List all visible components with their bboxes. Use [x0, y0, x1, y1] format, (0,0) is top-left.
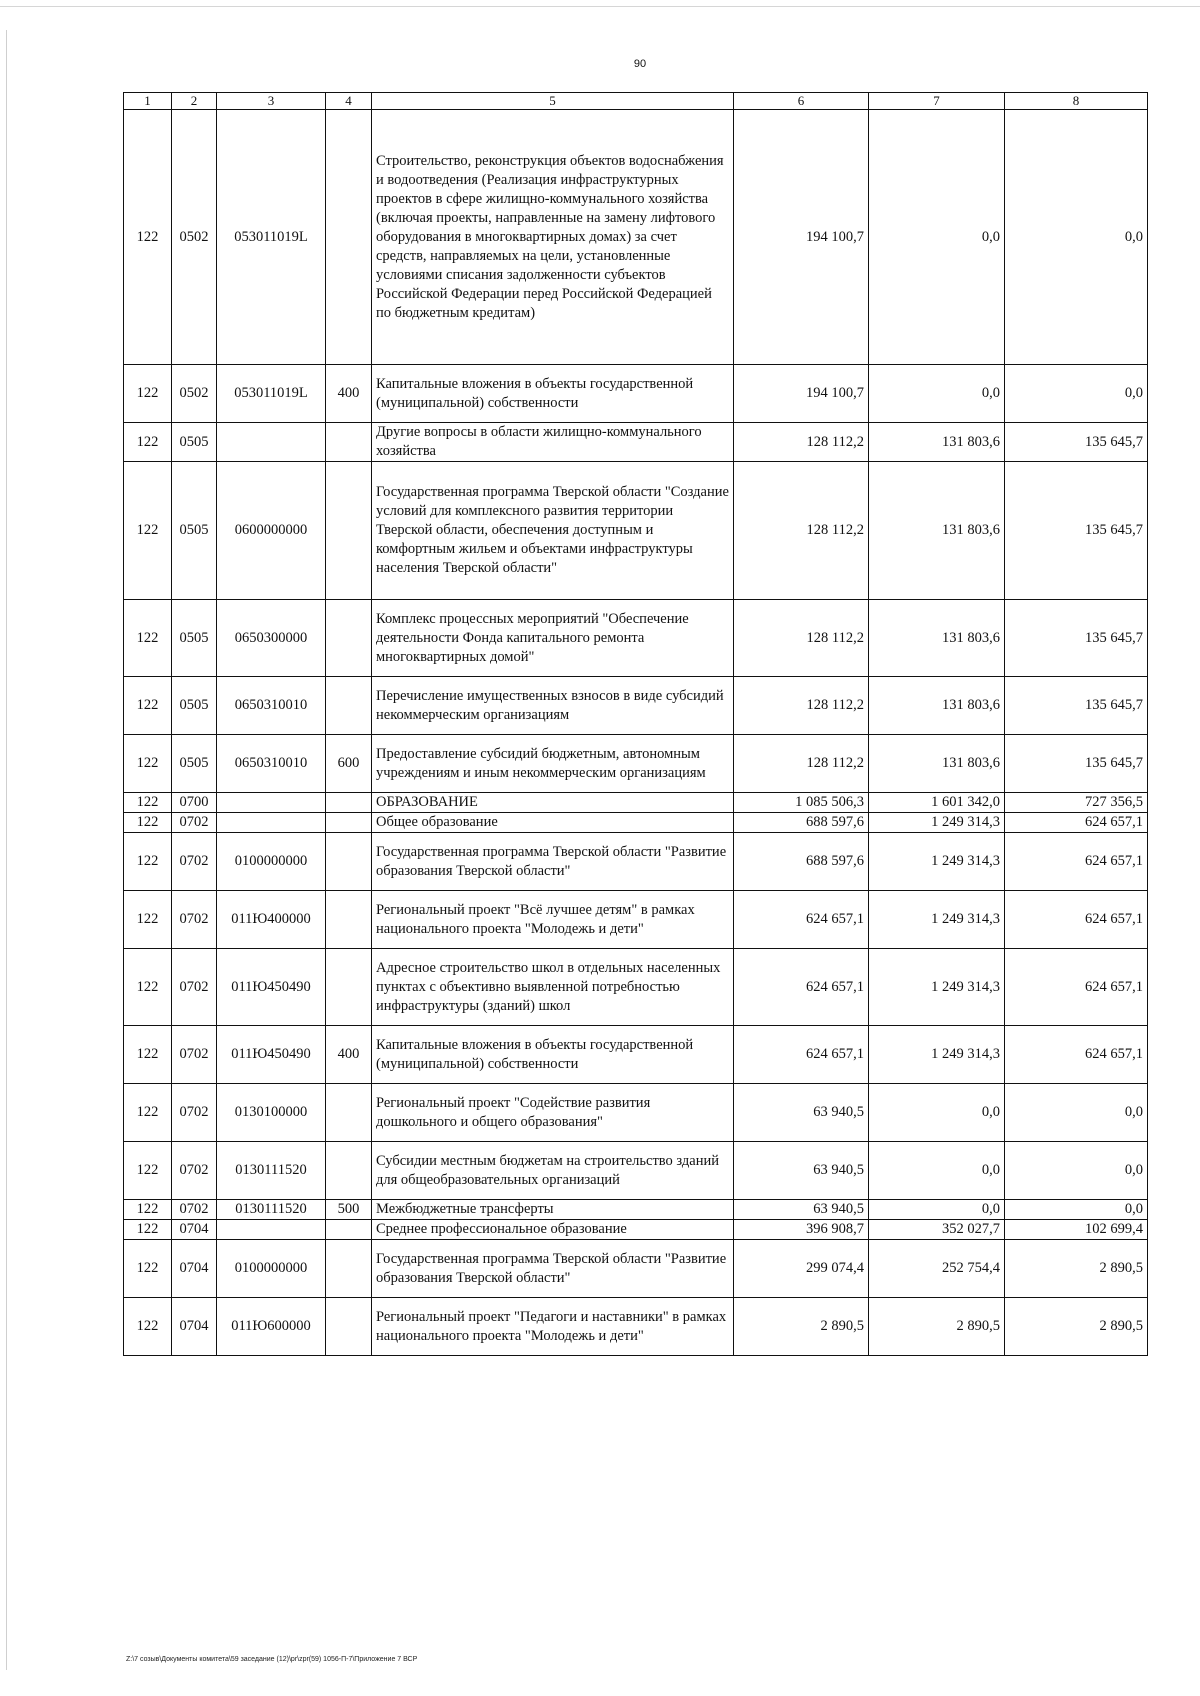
cell-c7: 1 601 342,0	[869, 793, 1005, 813]
cell-c1: 122	[124, 1298, 172, 1356]
cell-c5: Капитальные вложения в объекты государственной (муниципальной) собственности	[372, 365, 734, 423]
cell-c2: 0702	[172, 833, 217, 891]
cell-c1: 122	[124, 600, 172, 677]
column-header: 5	[372, 93, 734, 110]
cell-c7: 131 803,6	[869, 462, 1005, 600]
cell-c8: 624 657,1	[1005, 949, 1148, 1026]
cell-c7: 0,0	[869, 110, 1005, 365]
cell-c1: 122	[124, 813, 172, 833]
cell-c3	[217, 423, 326, 462]
cell-c6: 128 112,2	[734, 423, 869, 462]
file-path-footer: Z:\7 созыв\Документы комитета\59 заседание (12)\pr\zpr(59) 1056-П-7\Приложение 7 ВСР	[126, 1656, 418, 1663]
cell-c1: 122	[124, 1220, 172, 1240]
cell-c2: 0502	[172, 110, 217, 365]
cell-c4	[326, 833, 372, 891]
cell-c3: 053011019L	[217, 110, 326, 365]
cell-c7: 252 754,4	[869, 1240, 1005, 1298]
cell-c3: 0130100000	[217, 1084, 326, 1142]
cell-c3: 0130111520	[217, 1142, 326, 1200]
cell-c5: Региональный проект "Педагоги и наставники" в рамках национального проекта "Молодежь и дети"	[372, 1298, 734, 1356]
column-header: 6	[734, 93, 869, 110]
cell-c1: 122	[124, 1240, 172, 1298]
cell-c1: 122	[124, 735, 172, 793]
cell-c3: 011Ю400000	[217, 891, 326, 949]
cell-c5: Межбюджетные трансферты	[372, 1200, 734, 1220]
cell-c3	[217, 1220, 326, 1240]
cell-c8: 624 657,1	[1005, 833, 1148, 891]
cell-c3	[217, 793, 326, 813]
cell-c7: 1 249 314,3	[869, 1026, 1005, 1084]
cell-c8: 135 645,7	[1005, 600, 1148, 677]
cell-c2: 0702	[172, 1084, 217, 1142]
cell-c3: 0130111520	[217, 1200, 326, 1220]
cell-c8: 135 645,7	[1005, 677, 1148, 735]
table-row	[124, 1142, 1148, 1200]
cell-c1: 122	[124, 891, 172, 949]
cell-c7: 2 890,5	[869, 1298, 1005, 1356]
column-header: 7	[869, 93, 1005, 110]
cell-c6: 128 112,2	[734, 735, 869, 793]
table-row	[124, 793, 1148, 813]
cell-c4	[326, 600, 372, 677]
cell-c2: 0700	[172, 793, 217, 813]
cell-c2: 0505	[172, 423, 217, 462]
cell-c4	[326, 462, 372, 600]
cell-c1: 122	[124, 793, 172, 813]
table-row	[124, 891, 1148, 949]
cell-c5: ОБРАЗОВАНИЕ	[372, 793, 734, 813]
table-row	[124, 813, 1148, 833]
cell-c6: 624 657,1	[734, 1026, 869, 1084]
cell-c5: Адресное строительство школ в отдельных населенных пунктах с объективно выявленной потребностью инфраструктуры (зданий) школ	[372, 949, 734, 1026]
table-row	[124, 1220, 1148, 1240]
cell-c3: 011Ю450490	[217, 949, 326, 1026]
table-row	[124, 600, 1148, 677]
cell-c1: 122	[124, 1200, 172, 1220]
cell-c7: 1 249 314,3	[869, 813, 1005, 833]
cell-c4	[326, 949, 372, 1026]
table-row	[124, 949, 1148, 1026]
cell-c2: 0702	[172, 1200, 217, 1220]
table-row	[124, 1084, 1148, 1142]
cell-c8: 135 645,7	[1005, 423, 1148, 462]
cell-c4	[326, 813, 372, 833]
cell-c4	[326, 423, 372, 462]
cell-c3: 0650300000	[217, 600, 326, 677]
cell-c1: 122	[124, 677, 172, 735]
cell-c8: 2 890,5	[1005, 1298, 1148, 1356]
cell-c3: 0650310010	[217, 677, 326, 735]
table-row	[124, 462, 1148, 600]
cell-c7: 0,0	[869, 365, 1005, 423]
column-header: 8	[1005, 93, 1148, 110]
cell-c5: Строительство, реконструкция объектов водоснабжения и водоотведения (Реализация инфраструктурных проектов в сфере жилищно-коммунального хозяйства (включая проекты, направленные на замену лифтового оборудования в многоквартирных домах) за счет средств, направляемых на цели, установленные условиями списания задолженности субъектов Российской Федерации перед Российской Федерацией по бюджетным кредитам)	[372, 110, 734, 365]
cell-c5: Общее образование	[372, 813, 734, 833]
cell-c8: 102 699,4	[1005, 1220, 1148, 1240]
cell-c4: 500	[326, 1200, 372, 1220]
cell-c5: Государственная программа Тверской области "Создание условий для комплексного развития территории Тверской области, обеспечения доступным и комфортным жильем и объектами инфраструктуры населения Тверской области"	[372, 462, 734, 600]
cell-c6: 128 112,2	[734, 600, 869, 677]
cell-c8: 2 890,5	[1005, 1240, 1148, 1298]
cell-c4	[326, 1298, 372, 1356]
cell-c8: 624 657,1	[1005, 1026, 1148, 1084]
cell-c4: 400	[326, 1026, 372, 1084]
cell-c5: Региональный проект "Всё лучшее детям" в рамках национального проекта "Молодежь и дети"	[372, 891, 734, 949]
cell-c5: Перечисление имущественных взносов в виде субсидий некоммерческим организациям	[372, 677, 734, 735]
cell-c7: 352 027,7	[869, 1220, 1005, 1240]
cell-c4	[326, 793, 372, 813]
cell-c8: 0,0	[1005, 365, 1148, 423]
cell-c6: 624 657,1	[734, 949, 869, 1026]
cell-c8: 135 645,7	[1005, 735, 1148, 793]
table-row	[124, 833, 1148, 891]
cell-c7: 131 803,6	[869, 735, 1005, 793]
cell-c1: 122	[124, 1084, 172, 1142]
cell-c2: 0505	[172, 677, 217, 735]
cell-c4	[326, 110, 372, 365]
column-number-header	[124, 93, 1148, 110]
cell-c8: 0,0	[1005, 1142, 1148, 1200]
table-row	[124, 1240, 1148, 1298]
table-row	[124, 1026, 1148, 1084]
page-number: 90	[633, 58, 647, 70]
cell-c6: 128 112,2	[734, 462, 869, 600]
cell-c6: 688 597,6	[734, 813, 869, 833]
cell-c6: 194 100,7	[734, 110, 869, 365]
cell-c2: 0505	[172, 462, 217, 600]
cell-c6: 299 074,4	[734, 1240, 869, 1298]
cell-c2: 0702	[172, 949, 217, 1026]
cell-c6: 688 597,6	[734, 833, 869, 891]
scan-artifact-top	[0, 6, 1200, 7]
cell-c1: 122	[124, 833, 172, 891]
cell-c1: 122	[124, 110, 172, 365]
table-row	[124, 365, 1148, 423]
table-row	[124, 423, 1148, 462]
cell-c5: Субсидии местным бюджетам на строительство зданий для общеобразовательных организаций	[372, 1142, 734, 1200]
cell-c7: 131 803,6	[869, 600, 1005, 677]
cell-c4	[326, 1084, 372, 1142]
column-header: 1	[124, 93, 172, 110]
cell-c2: 0702	[172, 1142, 217, 1200]
scan-artifact-left	[6, 30, 7, 1670]
cell-c5: Предоставление субсидий бюджетным, автономным учреждениям и иным некоммерческим организациям	[372, 735, 734, 793]
cell-c5: Государственная программа Тверской области "Развитие образования Тверской области"	[372, 1240, 734, 1298]
cell-c2: 0502	[172, 365, 217, 423]
cell-c6: 624 657,1	[734, 891, 869, 949]
cell-c8: 624 657,1	[1005, 813, 1148, 833]
cell-c3: 053011019L	[217, 365, 326, 423]
cell-c8: 0,0	[1005, 1200, 1148, 1220]
column-header: 3	[217, 93, 326, 110]
cell-c8: 727 356,5	[1005, 793, 1148, 813]
cell-c7: 1 249 314,3	[869, 891, 1005, 949]
cell-c3: 0100000000	[217, 833, 326, 891]
cell-c5: Государственная программа Тверской области "Развитие образования Тверской области"	[372, 833, 734, 891]
cell-c2: 0505	[172, 735, 217, 793]
cell-c2: 0704	[172, 1298, 217, 1356]
cell-c6: 1 085 506,3	[734, 793, 869, 813]
cell-c6: 63 940,5	[734, 1084, 869, 1142]
cell-c2: 0505	[172, 600, 217, 677]
cell-c3: 011Ю450490	[217, 1026, 326, 1084]
cell-c2: 0702	[172, 1026, 217, 1084]
cell-c5: Среднее профессиональное образование	[372, 1220, 734, 1240]
cell-c8: 624 657,1	[1005, 891, 1148, 949]
table-row	[124, 110, 1148, 365]
cell-c2: 0702	[172, 813, 217, 833]
cell-c2: 0702	[172, 891, 217, 949]
cell-c5: Комплекс процессных мероприятий "Обеспечение деятельности Фонда капитального ремонта многоквартирных домой"	[372, 600, 734, 677]
cell-c4	[326, 1142, 372, 1200]
cell-c4: 400	[326, 365, 372, 423]
cell-c6: 2 890,5	[734, 1298, 869, 1356]
table-body	[124, 110, 1148, 1356]
cell-c7: 0,0	[869, 1200, 1005, 1220]
cell-c1: 122	[124, 949, 172, 1026]
cell-c8: 0,0	[1005, 1084, 1148, 1142]
column-header: 4	[326, 93, 372, 110]
table-row	[124, 1200, 1148, 1220]
cell-c5: Капитальные вложения в объекты государственной (муниципальной) собственности	[372, 1026, 734, 1084]
column-header: 2	[172, 93, 217, 110]
cell-c3: 0100000000	[217, 1240, 326, 1298]
cell-c6: 128 112,2	[734, 677, 869, 735]
cell-c7: 0,0	[869, 1084, 1005, 1142]
cell-c6: 63 940,5	[734, 1200, 869, 1220]
cell-c7: 0,0	[869, 1142, 1005, 1200]
cell-c4: 600	[326, 735, 372, 793]
cell-c3: 011Ю600000	[217, 1298, 326, 1356]
cell-c4	[326, 677, 372, 735]
cell-c5: Другие вопросы в области жилищно-коммунального хозяйства	[372, 423, 734, 462]
cell-c4	[326, 1240, 372, 1298]
cell-c5: Региональный проект "Содействие развития дошкольного и общего образования"	[372, 1084, 734, 1142]
table-row	[124, 677, 1148, 735]
budget-table	[123, 92, 1148, 1356]
cell-c4	[326, 891, 372, 949]
cell-c1: 122	[124, 1142, 172, 1200]
cell-c3: 0600000000	[217, 462, 326, 600]
cell-c7: 131 803,6	[869, 677, 1005, 735]
cell-c2: 0704	[172, 1220, 217, 1240]
cell-c6: 63 940,5	[734, 1142, 869, 1200]
cell-c1: 122	[124, 1026, 172, 1084]
table-row	[124, 1298, 1148, 1356]
cell-c1: 122	[124, 462, 172, 600]
cell-c8: 0,0	[1005, 110, 1148, 365]
cell-c7: 1 249 314,3	[869, 949, 1005, 1026]
cell-c3: 0650310010	[217, 735, 326, 793]
cell-c1: 122	[124, 423, 172, 462]
cell-c6: 194 100,7	[734, 365, 869, 423]
cell-c1: 122	[124, 365, 172, 423]
cell-c7: 131 803,6	[869, 423, 1005, 462]
cell-c6: 396 908,7	[734, 1220, 869, 1240]
cell-c3	[217, 813, 326, 833]
cell-c8: 135 645,7	[1005, 462, 1148, 600]
cell-c7: 1 249 314,3	[869, 833, 1005, 891]
cell-c2: 0704	[172, 1240, 217, 1298]
cell-c4	[326, 1220, 372, 1240]
table-row	[124, 735, 1148, 793]
